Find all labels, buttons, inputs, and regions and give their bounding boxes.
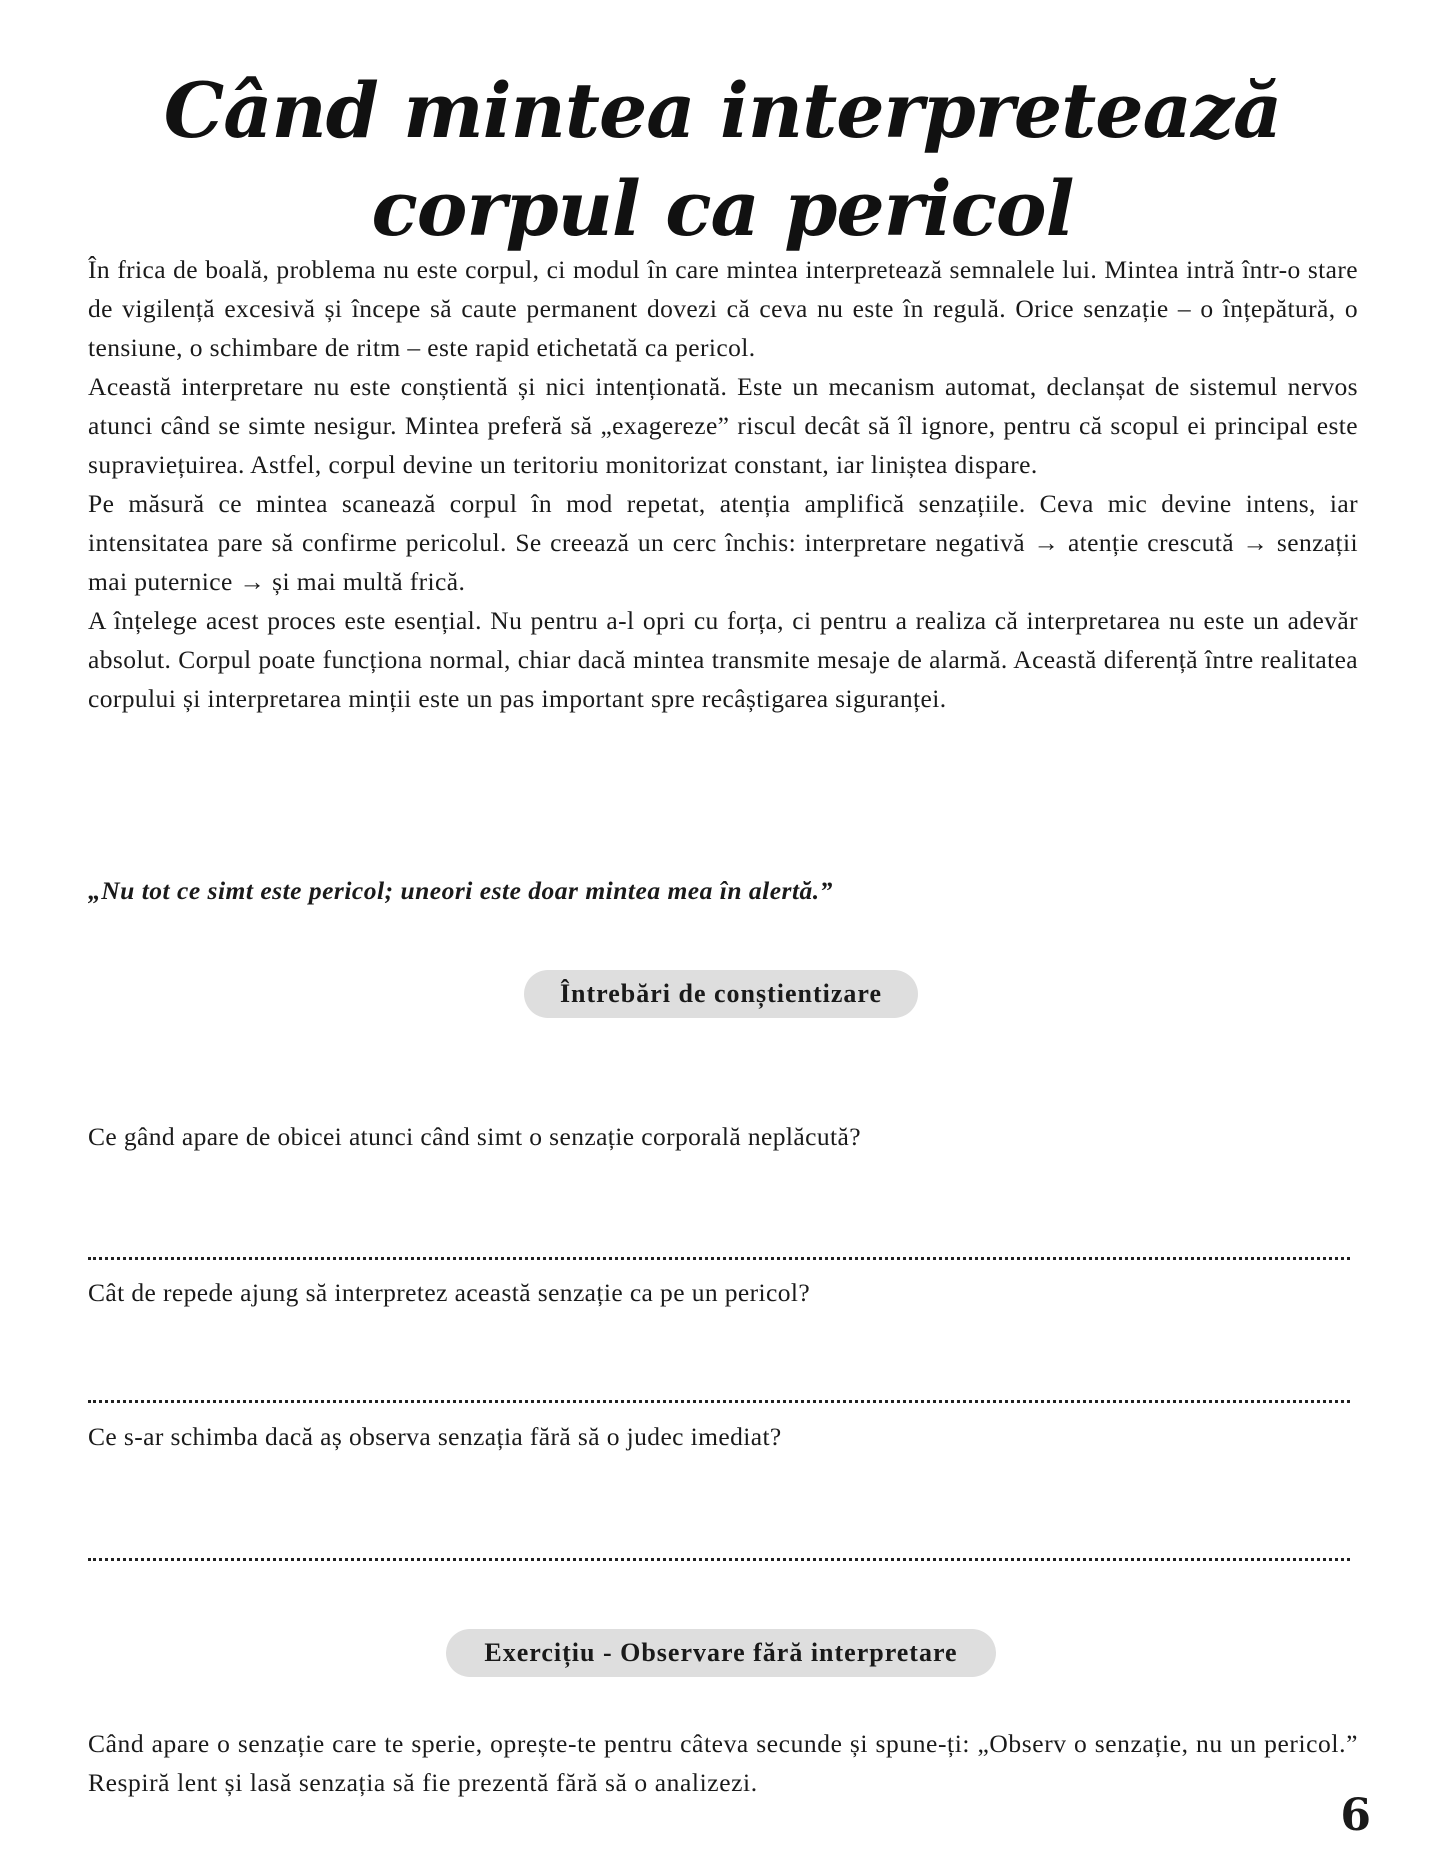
quote: „Nu tot ce simt este pericol; uneori este doar mintea mea în alertă.” (88, 876, 833, 905)
paragraph: În frica de boală, problema nu este corpul, ci modul în care mintea interpretează semnalele lui. Mintea intră într-o stare de vigilență excesivă și începe să caute permanent dovezi că ceva nu este în regulă. Orice senzație – o înțepătură, o tensiune, o schimbare de ritm – este rapid etichetată ca pericol. (88, 255, 1358, 362)
answer-line-2[interactable] (88, 1400, 1350, 1403)
answer-line-1[interactable] (88, 1257, 1350, 1260)
body-text (88, 250, 1358, 718)
awareness-heading: Întrebări de conștientizare (524, 970, 918, 1018)
paragraph: Pe măsură ce mintea scanează corpul în mod repetat, atenția amplifică senzațiile. Ceva mic devine intens, iar intensitatea pare să confirme pericolul. Se creează un cerc închis: interpretare negativă → atenție crescută → senzații mai puternice → și mai multă frică. (88, 489, 1358, 596)
page-title: Când mintea interpretează corpul ca pericol (163, 66, 1282, 253)
page-number: 6 (1340, 1790, 1371, 1841)
paragraph: Această interpretare nu este conștientă și nici intenționată. Este un mecanism automat, declanșat de sistemul nervos atunci când se simte nesigur. Mintea preferă să „exagereze” riscul decât să îl ignore, pentru că scopul ei principal este supraviețuirea. Astfel, corpul devine un teritoriu monitorizat constant, iar liniștea dispare. (88, 372, 1358, 479)
question-1: Ce gând apare de obicei atunci când simt o senzație corporală neplăcută? (88, 1122, 861, 1151)
question-2: Cât de repede ajung să interpretez această senzație ca pe un pericol? (88, 1278, 811, 1307)
paragraph: A înțelege acest proces este esențial. Nu pentru a-l opri cu forța, ci pentru a realiza că interpretarea nu este un adevăr absolut. Corpul poate funcționa normal, chiar dacă mintea transmite mesaje de alarmă. Această diferență între realitatea corpului și interpretarea minții este un pas important spre recâștigarea siguranței. (88, 606, 1358, 713)
answer-line-3[interactable] (88, 1558, 1350, 1561)
question-3: Ce s-ar schimba dacă aș observa senzația fără să o judec imediat? (88, 1422, 782, 1451)
exercise-text: Când apare o senzație care te sperie, oprește-te pentru câteva secunde și spune-ți: „Observ o senzație, nu un pericol.” Respiră lent și lasă senzația să fie prezentă fără să o analizezi. (88, 1729, 1358, 1797)
exercise-heading: Exercițiu - Observare fără interpretare (446, 1629, 996, 1677)
